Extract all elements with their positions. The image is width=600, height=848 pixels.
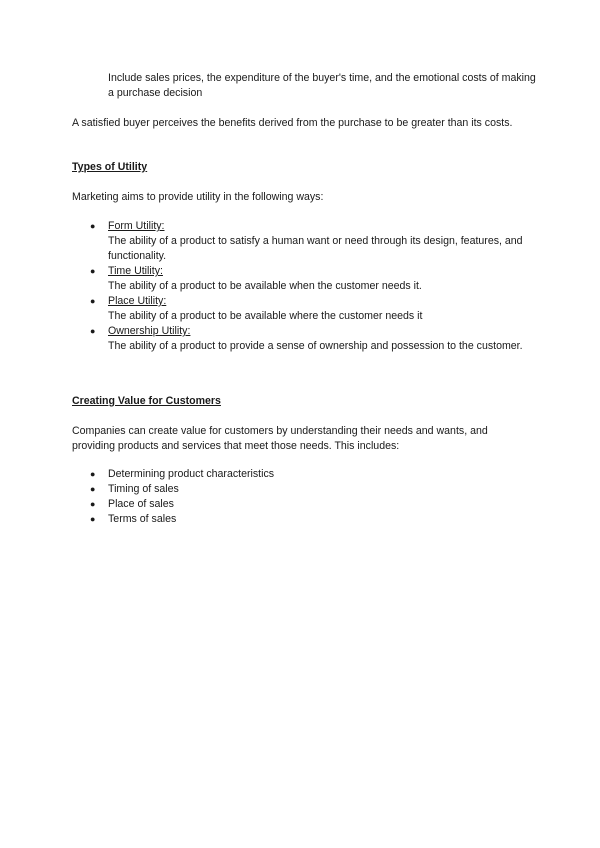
utility-term: Place Utility: xyxy=(108,295,167,307)
list-item xyxy=(72,482,532,497)
utility-description: The ability of a product to provide a sense of ownership and possession to the customer. xyxy=(108,340,523,352)
bullet-icon: ● xyxy=(90,326,96,336)
utility-intro-paragraph: Marketing aims to provide utility in the following ways: xyxy=(72,191,324,203)
creating-value-heading: Creating Value for Customers xyxy=(72,395,221,407)
bullet-icon: ● xyxy=(90,266,96,276)
list-item xyxy=(72,264,532,294)
utility-description: The ability of a product to satisfy a human want or need through its design, features, and functionality. xyxy=(108,235,523,262)
utility-description: The ability of a product to be available where the customer needs it xyxy=(108,310,423,322)
list-item-text: Terms of sales xyxy=(108,513,177,525)
utility-term: Time Utility: xyxy=(108,265,163,277)
bullet-icon: ● xyxy=(90,484,96,494)
utility-description: The ability of a product to be available when the customer needs it. xyxy=(108,280,422,292)
utility-term: Form Utility: xyxy=(108,220,165,232)
creating-value-paragraph: Companies can create value for customers by understanding their needs and wants, and providing products and services that meet those needs. This includes: xyxy=(72,425,488,452)
list-item-text: Timing of sales xyxy=(108,483,179,495)
indented-paragraph: Include sales prices, the expenditure of the buyer's time, and the emotional costs of making a purchase decision xyxy=(108,72,536,99)
bullet-icon: ● xyxy=(90,469,96,479)
list-item xyxy=(72,294,532,324)
bullet-icon: ● xyxy=(90,514,96,524)
list-item-text: Place of sales xyxy=(108,498,174,510)
bullet-icon: ● xyxy=(90,499,96,509)
list-item xyxy=(72,512,532,527)
types-of-utility-heading: Types of Utility xyxy=(72,161,148,173)
satisfied-buyer-paragraph: A satisfied buyer perceives the benefits derived from the purchase to be greater than its costs. xyxy=(72,117,513,129)
bullet-icon: ● xyxy=(90,221,96,231)
utility-term: Ownership Utility: xyxy=(108,325,191,337)
list-item xyxy=(72,219,532,264)
list-item xyxy=(72,324,532,354)
utility-list xyxy=(72,219,532,354)
value-list xyxy=(72,467,532,527)
list-item xyxy=(72,467,532,482)
list-item-text: Determining product characteristics xyxy=(108,468,275,480)
list-item xyxy=(72,497,532,512)
bullet-icon: ● xyxy=(90,296,96,306)
